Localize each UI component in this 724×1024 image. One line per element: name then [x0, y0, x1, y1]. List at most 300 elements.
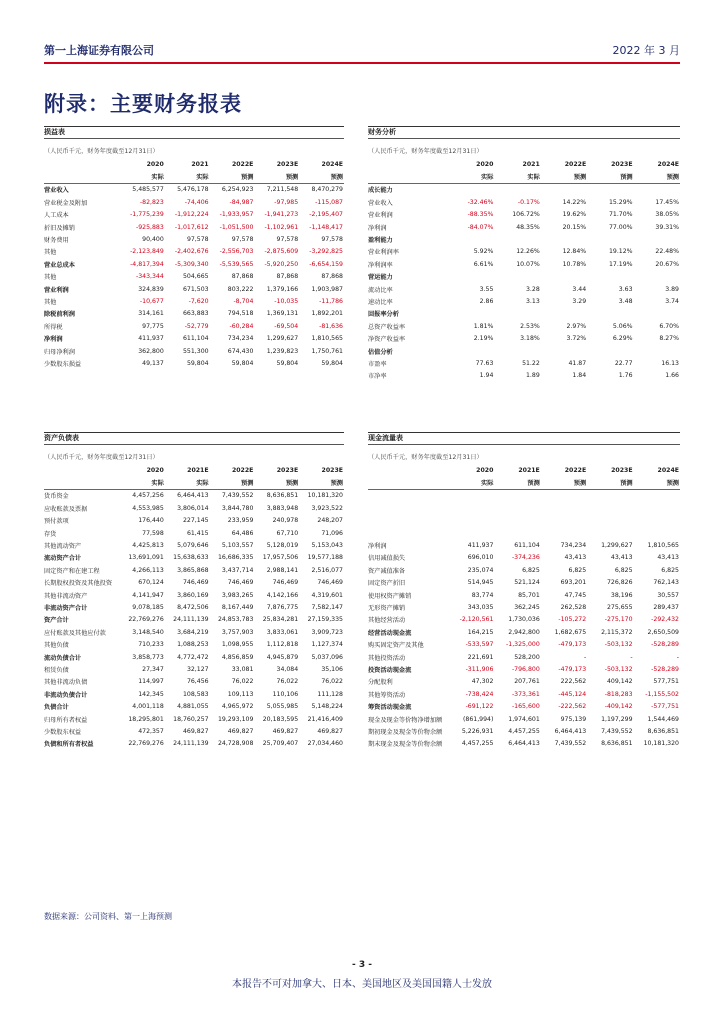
cell-value: 97,578	[186, 236, 209, 244]
cell-value: 6,825	[568, 566, 587, 574]
cell-value: 48.35%	[516, 223, 540, 231]
cell-value: -5,309,340	[174, 260, 209, 268]
type-header: 预测	[541, 170, 587, 183]
cell-value: -374,236	[511, 554, 540, 562]
cell-value: 521,124	[514, 579, 540, 587]
table-row	[368, 258, 680, 270]
company-name: 第一上海证券有限公司	[44, 44, 154, 57]
table-row	[368, 725, 680, 737]
cell-value: 411,937	[138, 335, 164, 343]
cell-value: 674,430	[227, 347, 254, 355]
table-row	[44, 676, 344, 688]
cell-value: 2,650,509	[647, 628, 679, 636]
cell-value: 4,425,813	[132, 542, 164, 550]
cell-value: 3,437,714	[221, 566, 254, 574]
cell-value	[448, 345, 494, 357]
table-row	[368, 502, 680, 514]
cell-value: -528,289	[651, 641, 679, 649]
cell-value: 43,413	[564, 554, 587, 562]
balance-unit-note: （人民币千元，财务年度截至12月31日）	[44, 454, 159, 461]
table-row	[44, 564, 344, 576]
table-row	[44, 196, 344, 208]
cell-value: 77,598	[142, 529, 164, 537]
table-row	[44, 221, 344, 233]
table-row	[44, 589, 344, 601]
year-header: 2024E	[321, 160, 343, 168]
cell-value: 1,098,955	[221, 641, 254, 649]
cell-value: 469,827	[227, 727, 254, 735]
cell-value	[587, 271, 633, 283]
cell-value: 85,701	[518, 591, 540, 599]
cell-value: 1.76	[618, 372, 633, 380]
cell-value: 2.53%	[520, 322, 540, 330]
cell-value: 1,369,131	[266, 310, 299, 318]
cell-value	[634, 527, 680, 539]
row-label: 少数股东权益	[44, 728, 82, 736]
row-label: 净利润	[368, 543, 387, 551]
cell-value: 6,825	[522, 566, 540, 574]
cell-value: 6.61%	[473, 260, 494, 268]
row-label: 财务费用	[44, 237, 69, 245]
page-header	[44, 42, 680, 60]
cell-value	[494, 271, 540, 283]
year-header: 2023E	[276, 466, 299, 474]
cell-value: 746,469	[183, 579, 209, 587]
cell-value: 17.45%	[655, 198, 679, 206]
table-row	[368, 663, 680, 675]
cell-value: 1,750,761	[311, 347, 343, 355]
cell-value	[634, 271, 680, 283]
cell-value: 39.31%	[655, 223, 679, 231]
cell-value: 87,868	[321, 273, 343, 281]
row-label: 非流动资产合计	[44, 604, 88, 612]
cell-value: 734,234	[560, 542, 587, 550]
cell-value: 2.97%	[566, 322, 587, 330]
row-label: 信用减值损失	[368, 555, 406, 563]
year-header: 2020	[476, 466, 494, 474]
cell-value	[541, 345, 587, 357]
cell-value: 6,464,413	[508, 740, 540, 748]
cell-value: 87,868	[276, 273, 299, 281]
cell-value: 227,145	[183, 517, 209, 525]
cell-value	[448, 271, 494, 283]
cell-value: 734,234	[227, 335, 254, 343]
cell-value: 1.94	[479, 372, 494, 380]
row-label: 流动资产合计	[44, 555, 82, 563]
ratios-years-row	[368, 158, 680, 170]
row-label: 速动比率	[368, 298, 393, 306]
table-row	[44, 688, 344, 700]
row-label: 期末现金及现金等价物余额	[368, 741, 443, 749]
cashflow-types-row	[368, 476, 680, 489]
row-label: 归母所有者权益	[44, 716, 88, 724]
cell-value: 20,183,595	[262, 715, 299, 723]
cell-value: 222,562	[560, 678, 587, 686]
cell-value: -409,142	[604, 703, 633, 711]
year-header: 2024E	[657, 466, 679, 474]
cell-value: -115,087	[315, 198, 343, 206]
row-label: 长期股权投资及其他投资	[44, 580, 113, 588]
row-label: 存货	[44, 530, 57, 538]
row-label: 市盈率	[368, 360, 387, 368]
cell-value: 20.67%	[655, 260, 679, 268]
row-label: 无形资产摊销	[368, 604, 406, 612]
row-label: 其他非流动资产	[44, 592, 88, 600]
row-label: 净利润	[44, 336, 63, 344]
cell-value: 9,078,185	[132, 603, 164, 611]
table-row	[368, 638, 680, 650]
cell-value: 18,295,801	[128, 715, 164, 723]
cell-value	[634, 233, 680, 245]
cell-value: 3,983,265	[221, 591, 254, 599]
cell-value: 24,728,908	[217, 740, 254, 748]
cell-value: 15,638,633	[173, 554, 209, 562]
cell-value: 514,945	[467, 579, 494, 587]
table-row	[368, 515, 680, 527]
cell-value	[634, 489, 680, 502]
ratios-unit-note: （人民币千元，财务年度截至12月31日）	[368, 148, 483, 155]
row-label: 固定资产折旧	[368, 580, 406, 588]
cell-value: 469,827	[272, 727, 299, 735]
table-row	[44, 651, 344, 663]
table-row	[368, 688, 680, 700]
cell-value: 6,464,413	[177, 492, 209, 500]
year-header: 2020	[146, 160, 164, 168]
cell-value: -74,406	[184, 198, 209, 206]
table-row	[368, 738, 680, 750]
row-label: 现金及现金等价物净增加额	[368, 716, 443, 724]
table-row	[44, 527, 344, 539]
cell-value: -275,170	[604, 616, 633, 624]
cell-value: 5,485,577	[132, 186, 164, 194]
cell-value: 110,106	[272, 690, 299, 698]
cell-value: 25,709,407	[262, 740, 299, 748]
row-label: 营业利润	[44, 286, 69, 294]
cell-value: 19,577,188	[307, 554, 343, 562]
cell-value: 164,215	[467, 628, 494, 636]
row-label: 非流动负债合计	[44, 691, 88, 699]
cell-value: -1,325,000	[506, 641, 540, 649]
row-label: 流动比率	[368, 286, 393, 294]
row-label: 除税前利润	[44, 311, 75, 319]
table-row	[44, 320, 344, 332]
cell-value: 22,769,276	[128, 740, 164, 748]
cell-value: -2,123,849	[130, 248, 164, 256]
row-label: 总资产收益率	[368, 323, 406, 331]
cell-value: 4,457,255	[508, 727, 540, 735]
cell-value: -2,875,609	[264, 248, 299, 256]
section-row	[368, 271, 680, 283]
cell-value: 4,319,601	[311, 591, 343, 599]
row-label: 所得税	[44, 323, 63, 331]
cell-value	[587, 183, 633, 196]
cell-value: 22.48%	[655, 248, 679, 256]
type-header: 预测	[494, 476, 540, 489]
distribution-disclaimer: 本报告不可对加拿大、日本、美国地区及美国国籍人士发放	[232, 979, 492, 990]
cell-value	[634, 515, 680, 527]
header-spacer	[368, 158, 448, 170]
cell-value: 3,148,540	[132, 628, 164, 636]
type-header: 预测	[541, 476, 587, 489]
cell-value	[634, 183, 680, 196]
income-table	[44, 158, 344, 370]
cell-value: -165,600	[511, 703, 540, 711]
table-row	[368, 601, 680, 613]
table-row	[44, 246, 344, 258]
table-row	[368, 320, 680, 332]
cell-value: 314,161	[138, 310, 164, 318]
cell-value: 43,413	[610, 554, 633, 562]
table-row	[368, 295, 680, 307]
cell-value: 670,124	[138, 579, 164, 587]
row-label: 筹资活动现金流	[368, 704, 412, 712]
row-label: 其他经营活动	[368, 617, 406, 625]
row-label: 折旧及摊销	[44, 224, 75, 232]
page-number: - 3 -	[352, 960, 372, 970]
cell-value	[541, 308, 587, 320]
type-header: 预测	[210, 476, 255, 489]
section-row	[368, 233, 680, 245]
table-row	[44, 489, 344, 502]
table-row	[368, 651, 680, 663]
cell-value: 469,827	[317, 727, 343, 735]
row-label: 市净率	[368, 373, 387, 381]
cell-value: 6,825	[614, 566, 633, 574]
cell-value: 8.27%	[659, 335, 679, 343]
table-row	[368, 614, 680, 626]
cell-value	[587, 502, 633, 514]
table-row	[368, 357, 680, 369]
table-row	[44, 345, 344, 357]
type-header: 预测	[587, 170, 633, 183]
header-spacer	[44, 158, 120, 170]
cell-value: 77.00%	[608, 223, 633, 231]
cell-value: -0.17%	[517, 198, 540, 206]
cell-value	[541, 183, 587, 196]
cell-value: 746,469	[317, 579, 343, 587]
type-header: 预测	[254, 476, 299, 489]
cell-value: 2,516,077	[311, 566, 343, 574]
balance-title: 资产负债表	[44, 432, 344, 445]
row-label: 净资产收益率	[368, 336, 406, 344]
cell-value: 6.29%	[612, 335, 633, 343]
cell-value: -3,292,825	[309, 248, 343, 256]
table-row	[368, 370, 680, 382]
cell-value: 87,868	[231, 273, 254, 281]
header-spacer	[368, 476, 448, 489]
table-row	[368, 209, 680, 221]
cell-value	[448, 515, 494, 527]
cell-value: 3,883,948	[266, 504, 299, 512]
table-row	[44, 332, 344, 344]
cell-value: 472,357	[138, 727, 164, 735]
cell-value: 5,148,224	[311, 703, 343, 711]
cell-value: -2,402,676	[174, 248, 209, 256]
row-label: 流动负债合计	[44, 654, 82, 662]
cell-value: 3.29	[572, 297, 587, 305]
table-row	[368, 527, 680, 539]
cashflow-title: 现金流量表	[368, 432, 680, 445]
cell-value: 24,111,139	[173, 616, 209, 624]
type-header: 预测	[299, 476, 344, 489]
cell-value: 3.74	[665, 297, 679, 305]
cell-value	[494, 515, 540, 527]
cell-value: -69,504	[274, 322, 299, 330]
cell-value: 76,022	[321, 678, 343, 686]
cell-value	[541, 502, 587, 514]
cell-value	[541, 489, 587, 502]
cell-value: 5,079,646	[177, 542, 209, 550]
row-label: 营业税金及附加	[44, 199, 88, 207]
cell-value: 1.66	[665, 372, 679, 380]
cell-value: 975,139	[560, 715, 587, 723]
cell-value: 76,022	[276, 678, 299, 686]
table-row	[44, 515, 344, 527]
cell-value: -528,289	[651, 665, 679, 673]
table-row	[44, 295, 344, 307]
cell-value: 1,088,253	[177, 641, 209, 649]
cell-value: -7,620	[188, 297, 209, 305]
table-row	[44, 552, 344, 564]
data-source-note: 数据来源：公司资料、第一上海预测	[44, 912, 172, 921]
cell-value: 12.84%	[562, 248, 587, 256]
cashflow-unit-note: （人民币千元，财务年度截至12月31日）	[368, 454, 483, 461]
cell-value: 22,769,276	[128, 616, 164, 624]
report-date: 2022 年 3 月	[612, 44, 680, 57]
cell-value: 5,226,931	[461, 727, 494, 735]
row-label: 营业收入	[44, 187, 69, 195]
cell-value: -311,906	[465, 665, 494, 673]
table-row	[368, 539, 680, 551]
cell-value: -796,800	[511, 665, 540, 673]
cell-value: 19.12%	[608, 248, 633, 256]
cell-value: 362,800	[138, 347, 164, 355]
row-label	[368, 515, 448, 527]
row-label: 期初现金及现金等价物余额	[368, 728, 443, 736]
cell-value: -503,132	[604, 641, 633, 649]
cell-value: 1,810,565	[311, 335, 343, 343]
cell-value: 8,167,449	[221, 603, 254, 611]
row-label: 盈利能力	[368, 237, 393, 245]
cell-value: -5,920,250	[264, 260, 299, 268]
cell-value	[494, 183, 540, 196]
cell-value: 76,456	[186, 678, 209, 686]
ratios-title: 财务分析	[368, 126, 680, 139]
header-spacer	[44, 476, 120, 489]
cell-value: 14.22%	[562, 198, 587, 206]
cell-value: 551,300	[183, 347, 209, 355]
cell-value: -2,195,407	[309, 211, 343, 219]
cell-value	[634, 502, 680, 514]
cell-value: -	[630, 653, 633, 661]
cell-value: 4,881,055	[177, 703, 209, 711]
cell-value: 663,883	[183, 310, 209, 318]
cell-value: -32.46%	[467, 198, 494, 206]
cell-value: 3,806,014	[177, 504, 209, 512]
cell-value: -97,985	[274, 198, 299, 206]
cell-value: 411,937	[467, 542, 494, 550]
cell-value: 1,239,823	[266, 347, 299, 355]
table-row	[368, 589, 680, 601]
cell-value: -84,987	[229, 198, 254, 206]
cell-value: 64,486	[231, 529, 254, 537]
cell-value: -	[676, 653, 679, 661]
cell-value: -1,775,239	[130, 211, 164, 219]
cell-value: -343,344	[135, 273, 164, 281]
cell-value: -503,132	[604, 665, 633, 673]
cell-value: 1,544,469	[647, 715, 679, 723]
row-label: 其他非流动负债	[44, 679, 88, 687]
cell-value: 1,682,675	[554, 628, 587, 636]
cell-value	[494, 308, 540, 320]
cell-value: 3.28	[526, 285, 540, 293]
cell-value: 41.87	[568, 359, 587, 367]
year-header: 2021E	[518, 466, 540, 474]
cell-value: 5,055,985	[266, 703, 299, 711]
row-label: 负债合计	[44, 704, 69, 712]
cell-value: 4,772,472	[177, 653, 209, 661]
section-row	[368, 345, 680, 357]
cell-value: -81,636	[319, 322, 343, 330]
cell-value: 3,923,522	[311, 504, 343, 512]
cell-value: 6.70%	[659, 322, 679, 330]
income-statement-panel	[44, 126, 344, 370]
type-header: 预测	[210, 170, 255, 183]
balance-sheet-panel	[44, 432, 344, 750]
cell-value: (861,994)	[462, 715, 494, 723]
type-header: 预测	[634, 476, 680, 489]
type-header: 实际	[120, 476, 165, 489]
cell-value: -2,120,561	[459, 616, 494, 624]
row-label: 其他负债	[44, 642, 69, 650]
cell-value: -533,597	[465, 641, 494, 649]
cell-value: 5,476,178	[177, 186, 209, 194]
cell-value: 5.92%	[473, 248, 494, 256]
cell-value: 324,839	[138, 285, 164, 293]
cell-value: 248,207	[317, 517, 343, 525]
row-label: 人工成本	[44, 212, 69, 220]
cell-value: 1,892,201	[311, 310, 343, 318]
table-row	[368, 196, 680, 208]
row-label: 其他流动资产	[44, 543, 82, 551]
cell-value: -4,817,394	[130, 260, 164, 268]
table-row	[368, 577, 680, 589]
year-header: 2020	[146, 466, 164, 474]
cell-value: 19,293,109	[217, 715, 254, 723]
cell-value: 3,909,723	[311, 628, 343, 636]
table-row	[44, 357, 344, 369]
row-label: 其他	[44, 249, 57, 257]
cell-value	[448, 527, 494, 539]
row-label: 负债和所有者权益	[44, 741, 94, 749]
cell-value	[448, 183, 494, 196]
cell-value: 6,254,923	[221, 186, 254, 194]
cell-value: 275,655	[606, 603, 633, 611]
cell-value: -8,704	[233, 297, 254, 305]
table-row	[44, 233, 344, 245]
cell-value	[448, 502, 494, 514]
cell-value	[541, 271, 587, 283]
table-row	[44, 577, 344, 589]
cell-value: 18,760,257	[173, 715, 209, 723]
cell-value	[494, 233, 540, 245]
table-row	[44, 725, 344, 737]
cell-value: -577,751	[651, 703, 679, 711]
cell-value: 59,804	[186, 359, 209, 367]
cell-value: 5,103,557	[221, 542, 254, 550]
cell-value: 12.26%	[516, 248, 540, 256]
cell-value: 235,074	[467, 566, 494, 574]
